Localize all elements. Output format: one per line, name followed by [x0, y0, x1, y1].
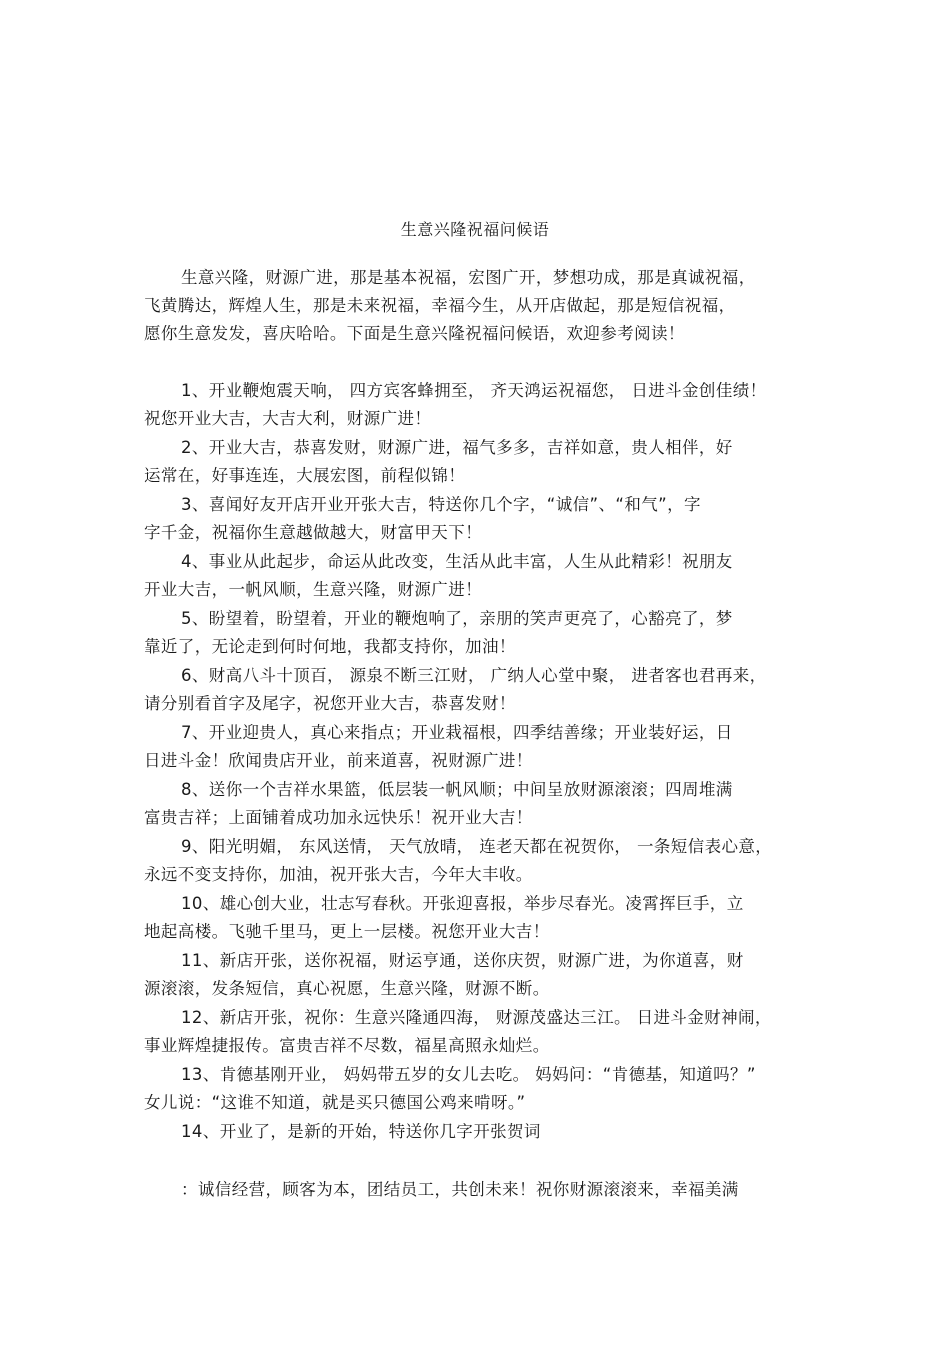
text-line: 日进斗金！欣闻贵店开业，前来道喜，祝财源广进！	[144, 751, 533, 770]
text-line: 12、新店开张，祝你：生意兴隆通四海， 财源茂盛达三江。 日进斗金财神闹，	[181, 1008, 772, 1027]
document-title: 生意兴隆祝福问候语	[400, 220, 550, 239]
text-line: 靠近了，无论走到何时何地，我都支持你，加油！	[144, 637, 516, 656]
text-line: 事业辉煌捷报传。富贵吉祥不尽数，福星高照永灿烂。	[144, 1036, 550, 1055]
text-line: 6、财高八斗十顶百， 源泉不断三江财， 广纳人心堂中聚， 进者客也君再来，	[181, 666, 767, 685]
text-line: 祝您开业大吉，大吉大利，财源广进！	[144, 409, 432, 428]
text-line: 9、阳光明媚， 东风送情， 天气放晴， 连老天都在祝贺你， 一条短信表心意，	[181, 837, 773, 856]
text-line: 7、开业迎贵人，真心来指点；开业栽福根，四季结善缘；开业装好运，日	[181, 723, 733, 742]
text-line: 2、开业大吉，恭喜发财，财源广进，福气多多，吉祥如意，贵人相伴，好	[181, 438, 733, 457]
text-line: ：诚信经营，顾客为本，团结员工，共创未来！祝你财源滚滚来，幸福美满	[181, 1180, 739, 1199]
text-line: 11、新店开张，送你祝福，财运亨通，送你庆贺，财源广进，为你道喜，财	[181, 951, 744, 970]
text-line: 愿你生意发发，喜庆哈哈。下面是生意兴隆祝福问候语，欢迎参考阅读！	[144, 324, 685, 343]
text-line: 请分别看首字及尾字，祝您开业大吉，恭喜发财！	[144, 694, 516, 713]
text-line: 1、开业鞭炮震天响， 四方宾客蜂拥至， 齐天鸿运祝福您， 日进斗金创佳绩！	[181, 381, 767, 400]
text-line: 源滚滚，发条短信，真心祝愿，生意兴隆，财源不断。	[144, 979, 550, 998]
text-line: 字千金，祝福你生意越做越大，财富甲天下！	[144, 523, 482, 542]
text-line: 13、肯德基刚开业， 妈妈带五岁的女儿去吃。 妈妈问：“肯德基，知道吗？”	[181, 1065, 756, 1084]
text-line: 5、盼望着，盼望着，开业的鞭炮响了，亲朋的笑声更亮了，心豁亮了，梦	[181, 609, 733, 628]
text-line: 10、雄心创大业，壮志写春秋。开张迎喜报，举步尽春光。凌霄挥巨手，立	[181, 894, 744, 913]
text-line: 8、送你一个吉祥水果篮，低层装一帆风顺；中间呈放财源滚滚；四周堆满	[181, 780, 733, 799]
text-line: 富贵吉祥；上面铺着成功加永远快乐！祝开业大吉！	[144, 808, 533, 827]
text-line: 飞黄腾达，辉煌人生，那是未来祝福，幸福今生，从开店做起，那是短信祝福，	[144, 296, 736, 315]
text-line: 地起高楼。飞驰千里马，更上一层楼。祝您开业大吉！	[144, 922, 550, 941]
text-line: 开业大吉，一帆风顺，生意兴隆，财源广进！	[144, 580, 482, 599]
text-line: 运常在，好事连连，大展宏图，前程似锦！	[144, 466, 466, 485]
text-line: 3、喜闻好友开店开业开张大吉，特送你几个字，“诚信”、“和气”，字	[181, 495, 701, 514]
text-line: 生意兴隆，财源广进，那是基本祝福，宏图广开，梦想功成，那是真诚祝福，	[181, 268, 756, 287]
text-line: 14、开业了，是新的开始，特送你几字开张贺词	[181, 1122, 541, 1141]
text-line: 女儿说：“这谁不知道，就是买只德国公鸡来啃呀。”	[144, 1093, 526, 1112]
text-line: 4、事业从此起步，命运从此改变，生活从此丰富，人生从此精彩！祝朋友	[181, 552, 733, 571]
text-line: 永远不变支持你，加油，祝开张大吉，今年大丰收。	[144, 865, 533, 884]
